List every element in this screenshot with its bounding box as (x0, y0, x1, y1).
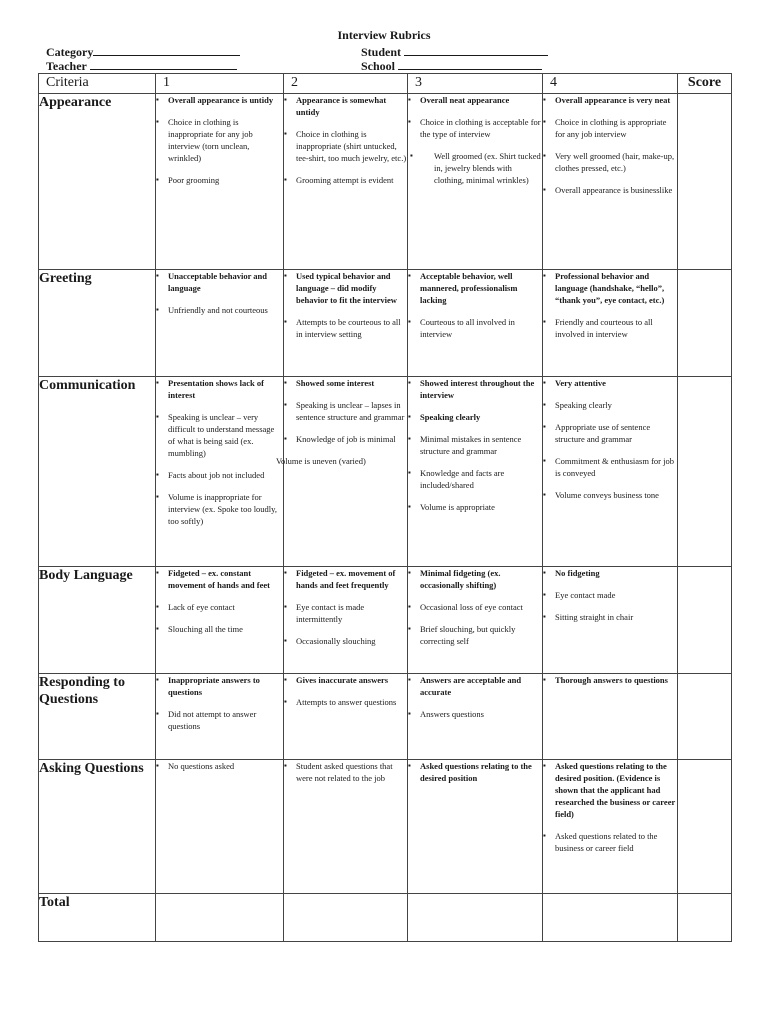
descriptor-item: ▪ Overall appearance is very neat (555, 94, 677, 106)
descriptor-item: ▪ Commitment & enthusiasm for job is conveyed (555, 455, 677, 479)
descriptor-list (156, 377, 283, 527)
descriptor-item: ▪ Speaking clearly (420, 411, 542, 423)
criteria-label: Responding to Questions (39, 674, 156, 760)
descriptor-list (284, 270, 407, 340)
descriptor-item: ▪ Facts about job not included (168, 469, 283, 481)
rubric-cell-level-2 (284, 270, 408, 377)
total-label: Total (39, 894, 156, 942)
descriptor-list (284, 760, 407, 784)
category-label: Category (46, 45, 94, 59)
score-cell[interactable] (678, 760, 732, 894)
descriptor-item: Volume is uneven (varied) (276, 456, 366, 466)
total-score-cell[interactable] (678, 894, 732, 942)
descriptor-item: ▪ Answers questions (420, 708, 542, 720)
rubric-cell-level-1 (156, 377, 284, 567)
total-cell-level-2 (284, 894, 408, 942)
criteria-label: Body Language (39, 567, 156, 674)
descriptor-item: ▪ Very well groomed (hair, make-up, clothes pressed, etc.) (555, 150, 677, 174)
rubric-cell-level-2 (284, 674, 408, 760)
table-row (39, 567, 732, 674)
descriptor-item: ▪ Fidgeted – ex. movement of hands and feet frequently (296, 567, 407, 591)
descriptor-list (284, 567, 407, 647)
descriptor-item: ▪ Answers are acceptable and accurate (420, 674, 542, 698)
descriptor-item: ▪ Brief slouching, but quickly correcting self (420, 623, 542, 647)
header-level-1: 1 (156, 74, 284, 94)
descriptor-item: ▪ Courteous to all involved in interview (420, 316, 542, 340)
rubric-cell-level-1 (156, 94, 284, 270)
descriptor-list (543, 674, 677, 686)
descriptor-item: ▪ Speaking is unclear – very difficult to understand message of what is being said (ex. mumbling) (168, 411, 283, 459)
rubric-cell-level-1 (156, 567, 284, 674)
rubric-cell-level-3 (408, 377, 543, 567)
descriptor-item: ▪ Minimal fidgeting (ex. occasionally shifting) (420, 567, 542, 591)
descriptor-item: ▪ Showed interest throughout the interview (420, 377, 542, 401)
descriptor-list (408, 760, 542, 784)
rubric-cell-level-4 (543, 567, 678, 674)
rubric-cell-level-4 (543, 94, 678, 270)
descriptor-item: ▪ Unacceptable behavior and language (168, 270, 283, 294)
student-blank[interactable] (404, 44, 548, 56)
rubric-cell-level-3 (408, 94, 543, 270)
table-row (39, 760, 732, 894)
descriptor-item: ▪ Occasionally slouching (296, 635, 407, 647)
descriptor-list (543, 567, 677, 623)
total-cell-level-1 (156, 894, 284, 942)
rubric-cell-level-3 (408, 760, 543, 894)
descriptor-item: ▪ Attempts to answer questions (296, 696, 407, 708)
student-label: Student (361, 45, 402, 59)
score-cell[interactable] (678, 94, 732, 270)
descriptor-item: ▪ Appropriate use of sentence structure and grammar (555, 421, 677, 445)
header-row (39, 74, 732, 94)
descriptor-item: ▪ Thorough answers to questions (555, 674, 677, 686)
rubric-table (38, 73, 732, 942)
teacher-label: Teacher (46, 59, 87, 73)
header-level-3: 3 (408, 74, 543, 94)
descriptor-list (408, 270, 542, 340)
total-cell-level-3 (408, 894, 543, 942)
descriptor-item: ▪ Volume is appropriate (420, 501, 542, 513)
teacher-field[interactable] (46, 58, 237, 74)
total-row (39, 894, 732, 942)
descriptor-item: ▪ Volume conveys business tone (555, 489, 677, 501)
header-score: Score (678, 74, 732, 94)
descriptor-item: ▪ Choice in clothing is appropriate for any job interview (555, 116, 677, 140)
descriptor-list (276, 377, 407, 467)
descriptor-list (156, 760, 283, 772)
descriptor-item: ▪ Inappropriate answers to questions (168, 674, 283, 698)
descriptor-item: ▪ Speaking is unclear – lapses in sentence structure and grammar (296, 399, 407, 423)
rubric-cell-level-4 (543, 270, 678, 377)
descriptor-item: ▪ Overall neat appearance (420, 94, 542, 106)
school-field[interactable] (361, 58, 542, 74)
rubric-cell-level-4 (543, 760, 678, 894)
descriptor-item: ▪ Lack of eye contact (168, 601, 283, 613)
descriptor-item: ▪ Choice in clothing is inappropriate for any job interview (torn unclean, wrinkled) (168, 116, 283, 164)
rubric-cell-level-3 (408, 270, 543, 377)
rubric-cell-level-1 (156, 270, 284, 377)
descriptor-item: ▪ Student asked questions that were not related to the job (296, 760, 407, 784)
descriptor-item: ▪ Very attentive (555, 377, 677, 389)
descriptor-list (543, 94, 677, 196)
descriptor-item: ▪ Well groomed (ex. Shirt tucked in, jewelry blends with clothing, minimal wrinkles) (434, 150, 542, 186)
descriptor-list (156, 567, 283, 635)
score-cell[interactable] (678, 377, 732, 567)
descriptor-list (284, 674, 407, 708)
descriptor-list (156, 94, 283, 186)
descriptor-item: ▪ Sitting straight in chair (555, 611, 677, 623)
criteria-label: Greeting (39, 270, 156, 377)
header-criteria: Criteria (39, 74, 156, 94)
rubric-cell-level-2 (284, 567, 408, 674)
descriptor-item: ▪ Knowledge of job is minimal (296, 433, 407, 445)
descriptor-item: ▪ Friendly and courteous to all involved in interview (555, 316, 677, 340)
score-cell[interactable] (678, 270, 732, 377)
header-level-2: 2 (284, 74, 408, 94)
table-row (39, 674, 732, 760)
descriptor-item: ▪ No questions asked (168, 760, 283, 772)
descriptor-item: ▪ Grooming attempt is evident (296, 174, 407, 186)
rubric-cell-level-3 (408, 567, 543, 674)
descriptor-item: ▪ Professional behavior and language (handshake, “hello”, “thank you”, eye contact, etc.) (555, 270, 677, 306)
descriptor-list (408, 674, 542, 720)
descriptor-item: ▪ Slouching all the time (168, 623, 283, 635)
score-cell[interactable] (678, 567, 732, 674)
table-row (39, 270, 732, 377)
descriptor-item: ▪ Unfriendly and not courteous (168, 304, 283, 316)
category-blank[interactable] (93, 44, 240, 56)
rubric-cell-level-1 (156, 760, 284, 894)
rubric-cell-level-4 (543, 674, 678, 760)
descriptor-item: ▪ Knowledge and facts are included/shared (420, 467, 542, 491)
criteria-label: Appearance (39, 94, 156, 270)
descriptor-list (156, 674, 283, 732)
descriptor-item: ▪ Asked questions relating to the desired position (420, 760, 542, 784)
descriptor-item: ▪ Overall appearance is untidy (168, 94, 283, 106)
descriptor-item: ▪ Occasional loss of eye contact (420, 601, 542, 613)
descriptor-list (408, 567, 542, 647)
table-row (39, 377, 732, 567)
criteria-label: Communication (39, 377, 156, 567)
rubric-cell-level-4 (543, 377, 678, 567)
descriptor-list (284, 94, 407, 186)
score-cell[interactable] (678, 674, 732, 760)
table-row (39, 94, 732, 270)
descriptor-item: ▪ Choice in clothing is acceptable for the type of interview (420, 116, 542, 140)
rubric-cell-level-3 (408, 674, 543, 760)
descriptor-list (543, 270, 677, 340)
descriptor-item: ▪ Choice in clothing is inappropriate (shirt untucked, tee-shirt, too much jewelry, etc.) (296, 128, 407, 164)
descriptor-item: ▪ Eye contact made (555, 589, 677, 601)
descriptor-item: ▪ Asked questions relating to the desired position. (Evidence is shown that the applicant had researched the business or career field) (555, 760, 677, 820)
descriptor-list (156, 270, 283, 316)
descriptor-item: ▪ Did not attempt to answer questions (168, 708, 283, 732)
rubric-cell-level-2 (284, 94, 408, 270)
teacher-blank[interactable] (90, 58, 237, 70)
school-blank[interactable] (398, 58, 542, 70)
rubric-cell-level-2 (284, 760, 408, 894)
descriptor-item: ▪ Acceptable behavior, well mannered, professionalism lacking (420, 270, 542, 306)
total-cell-level-4 (543, 894, 678, 942)
descriptor-item: ▪ Used typical behavior and language – did modify behavior to fit the interview (296, 270, 407, 306)
descriptor-item: ▪ Speaking clearly (555, 399, 677, 411)
descriptor-item: ▪ No fidgeting (555, 567, 677, 579)
descriptor-item: ▪ Volume is inappropriate for interview (ex. Spoke too loudly, too softly) (168, 491, 283, 527)
document-title: Interview Rubrics (337, 28, 431, 42)
header-level-4: 4 (543, 74, 678, 94)
rubric-cell-level-1 (156, 674, 284, 760)
descriptor-list (408, 94, 542, 186)
descriptor-item: ▪ Fidgeted – ex. constant movement of hands and feet (168, 567, 283, 591)
descriptor-item: ▪ Showed some interest (296, 377, 407, 389)
school-label: School (361, 59, 396, 73)
descriptor-item: ▪ Asked questions related to the business or career field (555, 830, 677, 854)
descriptor-item: ▪ Appearance is somewhat untidy (296, 94, 407, 118)
descriptor-list (543, 377, 677, 501)
descriptor-item: ▪ Overall appearance is businesslike (555, 184, 677, 196)
descriptor-item: ▪ Attempts to be courteous to all in interview setting (296, 316, 407, 340)
descriptor-item: ▪ Minimal mistakes in sentence structure and grammar (420, 433, 542, 457)
descriptor-list (543, 760, 677, 854)
descriptor-item: ▪ Gives inaccurate answers (296, 674, 407, 686)
descriptor-list (408, 377, 542, 513)
descriptor-item: ▪ Eye contact is made intermittently (296, 601, 407, 625)
descriptor-item: ▪ Presentation shows lack of interest (168, 377, 283, 401)
rubric-cell-level-2 (276, 377, 408, 567)
criteria-label: Asking Questions (39, 760, 156, 894)
descriptor-item: ▪ Poor grooming (168, 174, 283, 186)
